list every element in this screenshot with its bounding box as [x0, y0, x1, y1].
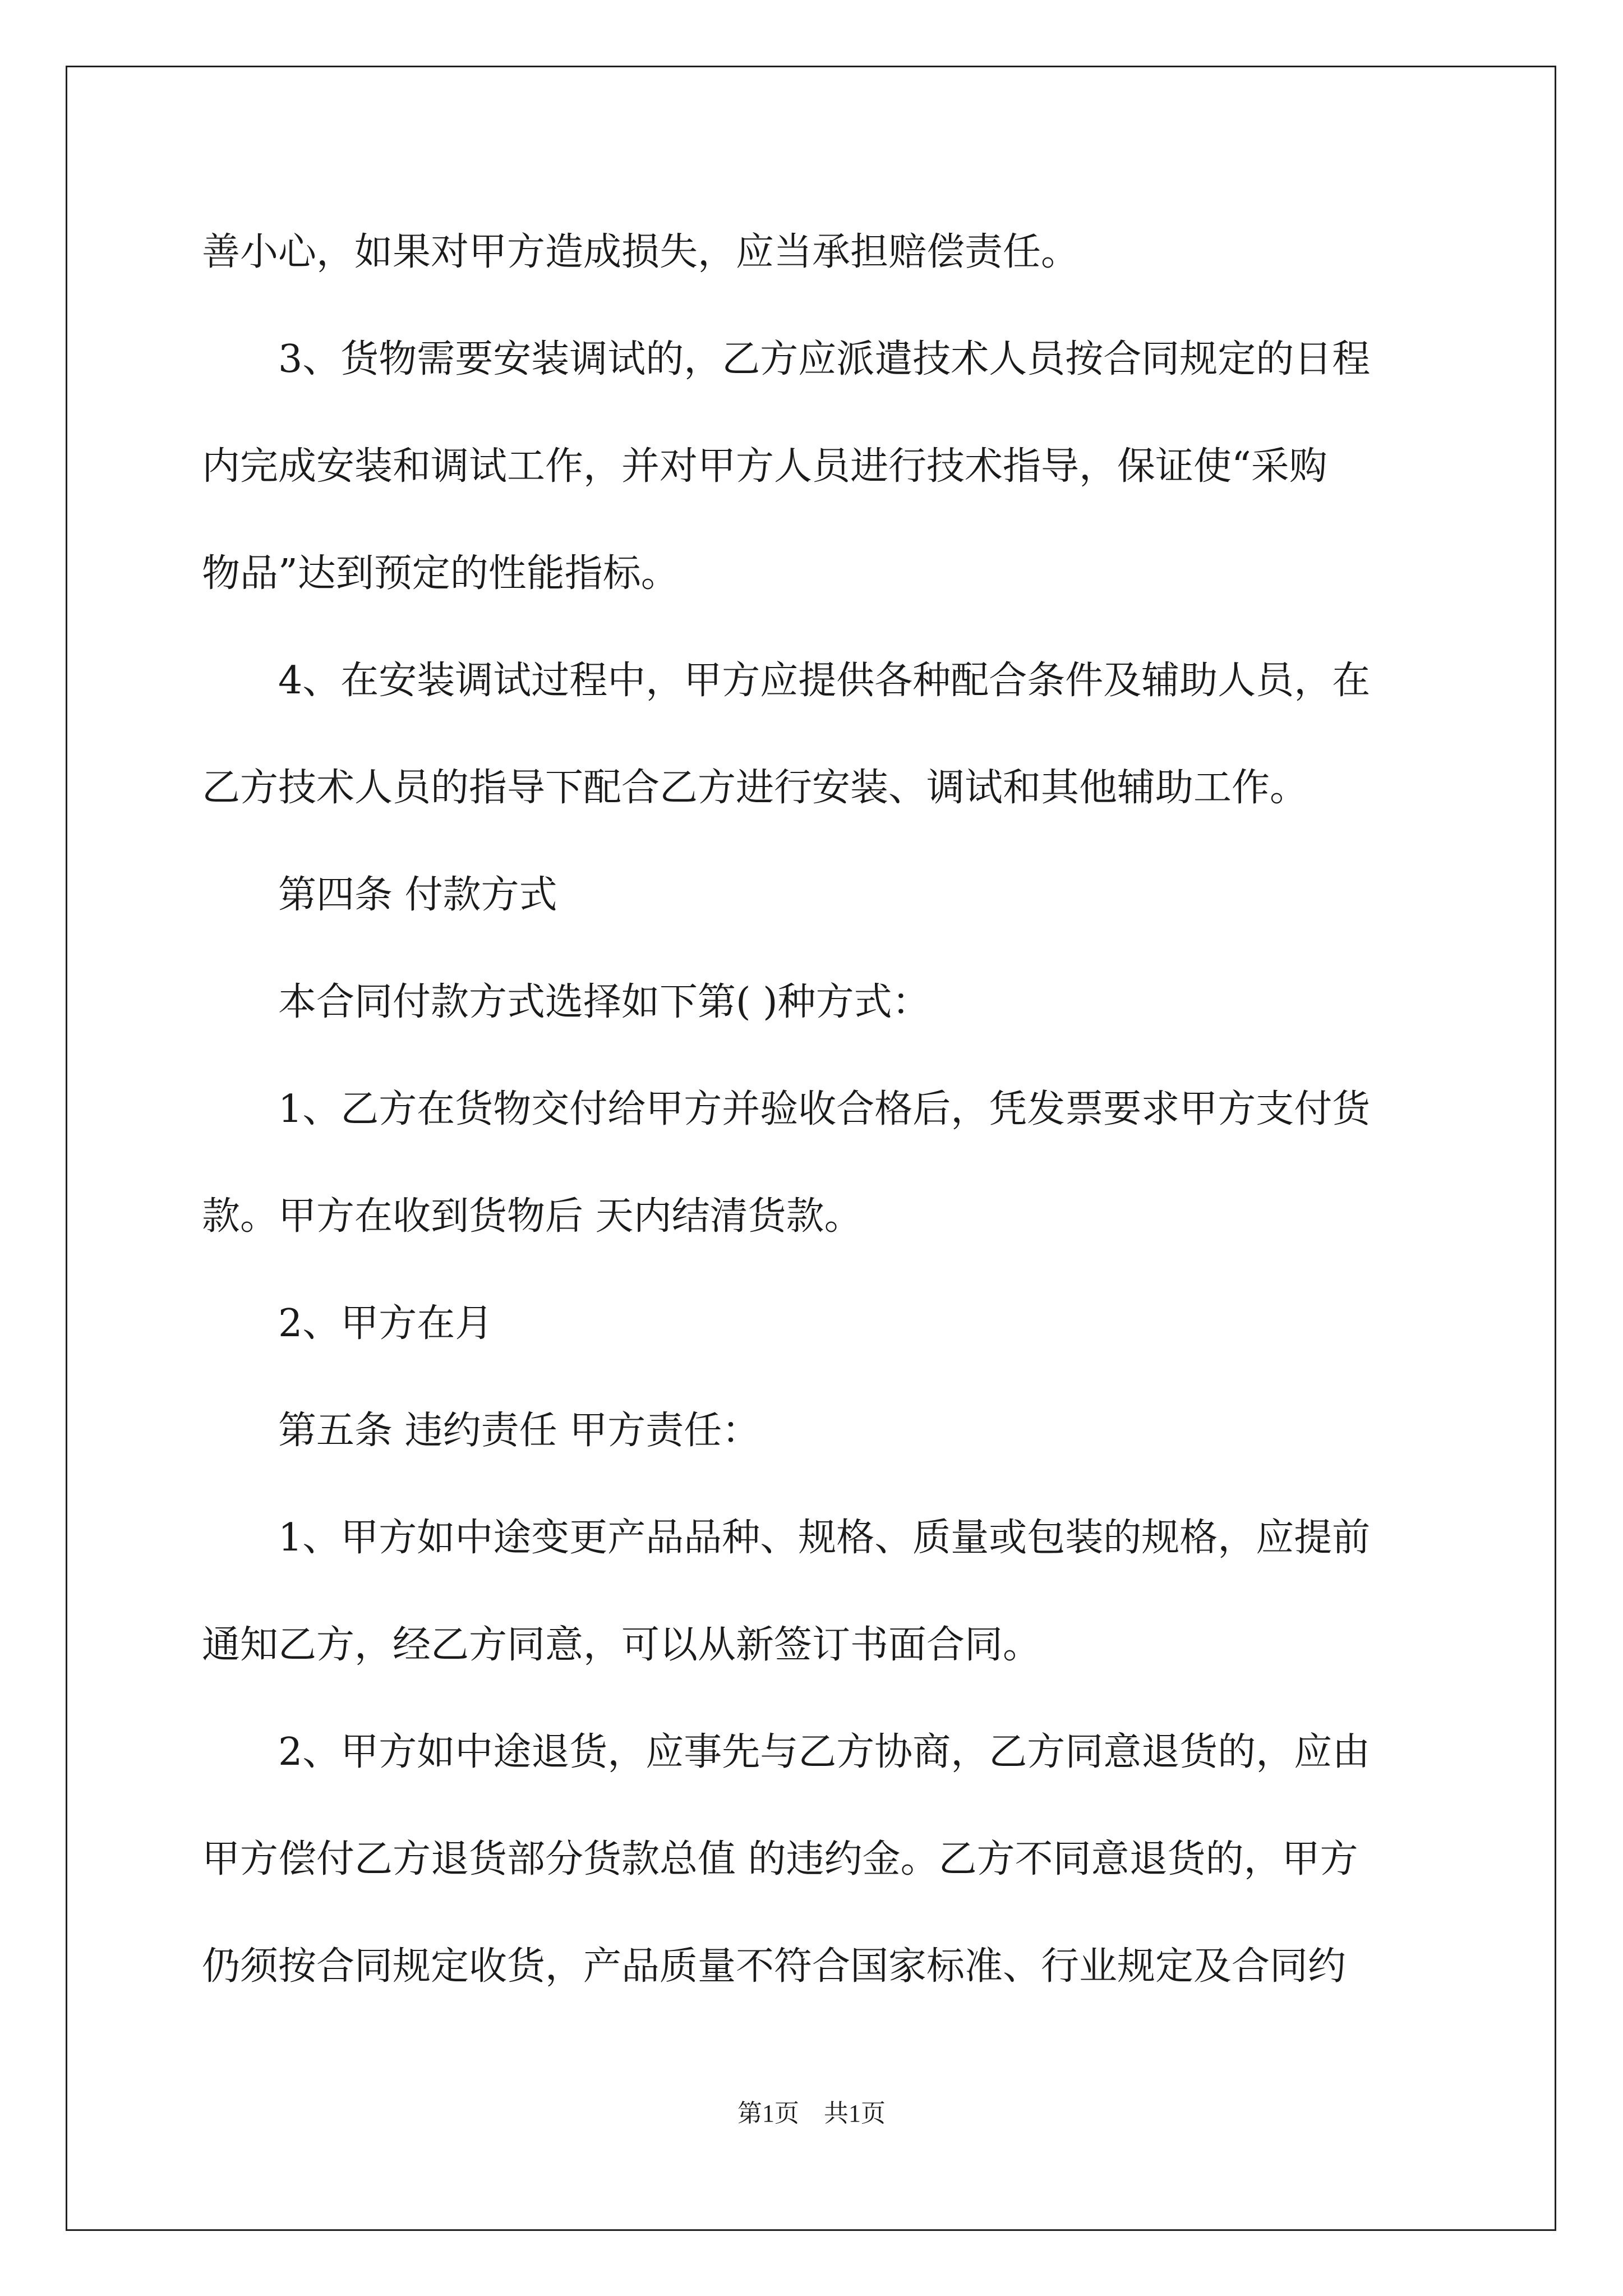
text-line-15: 2、甲方如中途退货，应事先与乙方协商，乙方同意退货的，应由 [202, 1730, 1371, 1774]
text-line-2: 3、货物需要安装调试的，乙方应派遣技术人员按合同规定的日程 [202, 337, 1371, 381]
text-line-4: 物品”达到预定的性能指标。 [202, 551, 679, 596]
text-line-9: 1、乙方在货物交付给甲方并验收合格后，凭发票要求甲方支付货 [202, 1087, 1371, 1131]
text-line-1: 善小心，如果对甲方造成损失，应当承担赔偿责任。 [202, 230, 1080, 274]
text-line-10: 款。甲方在收到货物后 天内结清货款。 [202, 1194, 863, 1239]
text-line-13: 1、甲方如中途变更产品品种、规格、质量或包装的规格，应提前 [202, 1516, 1371, 1560]
text-line-6: 乙方技术人员的指导下配合乙方进行安装、调试和其他辅助工作。 [202, 766, 1308, 810]
text-line-8: 本合同付款方式选择如下第( )种方式： [202, 980, 930, 1024]
text-line-5: 4、在安装调试过程中，甲方应提供各种配合条件及辅助人员，在 [202, 659, 1371, 703]
text-line-11: 2、甲方在月 [202, 1301, 494, 1346]
section-heading-liability: 第五条 违约责任 甲方责任： [202, 1409, 760, 1453]
text-line-16: 甲方偿付乙方退货部分货款总值 的违约金。乙方不同意退货的，甲方 [202, 1837, 1358, 1881]
section-heading-payment: 第四条 付款方式 [202, 873, 557, 917]
text-line-17: 仍须按合同规定收货，产品质量不符合国家标准、行业规定及合同约 [202, 1944, 1347, 1989]
text-line-3: 内完成安装和调试工作，并对甲方人员进行技术指导，保证使“采购 [202, 444, 1327, 489]
text-line-14: 通知乙方，经乙方同意，可以从新签订书面合同。 [202, 1623, 1041, 1667]
page-number-footer: 第1页 共1页 [737, 2100, 886, 2127]
